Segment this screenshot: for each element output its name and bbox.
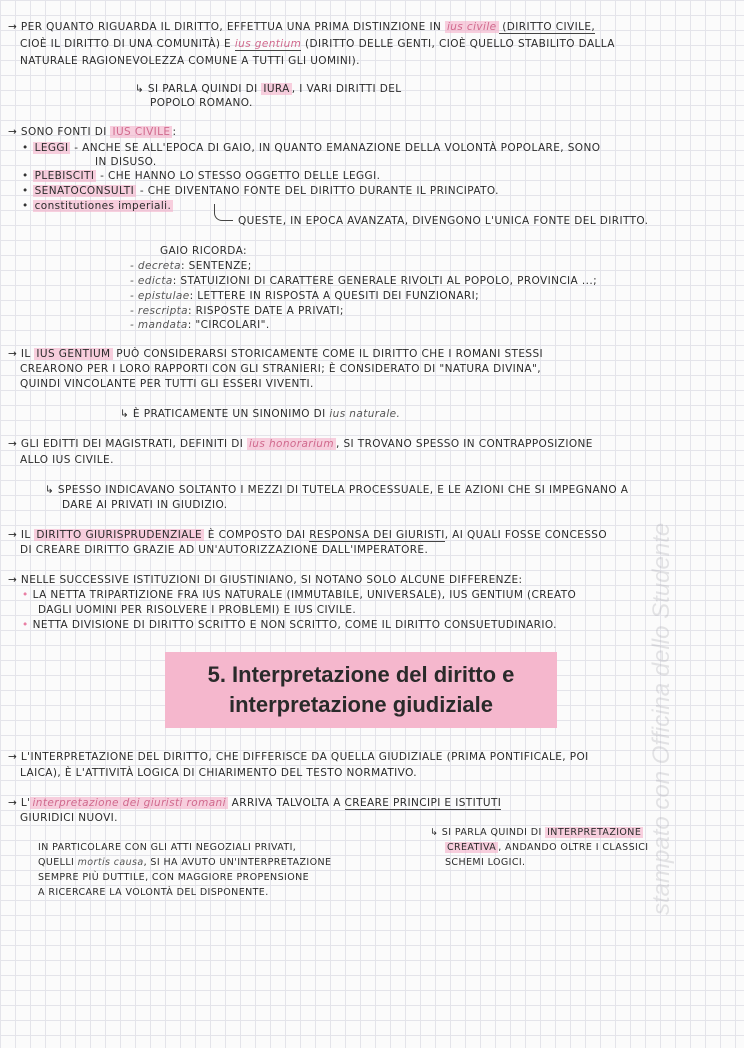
ius-gentium-sub: ↳ È PRATICAMENTE UN SINONIMO DI ius naturale. bbox=[120, 408, 401, 420]
ius-gentium-line-3: QUINDI VINCOLANTE PER TUTTI GLI ESSERI VIVENTI. bbox=[20, 378, 314, 390]
gaio-item-3: - epistulae: LETTERE IN RISPOSTA A QUESITI DEI FUNZIONARI; bbox=[130, 290, 480, 302]
gaio-item-5: - mandata: "CIRCOLARI". bbox=[130, 319, 270, 331]
interp-left-2: QUELLI mortis causa, SI HA AVUTO UN'INTERPRETAZIONE bbox=[38, 857, 332, 868]
curve-arrow bbox=[214, 204, 233, 221]
gaio-item-4: - rescripta: RISPOSTE DATE A PRIVATI; bbox=[130, 305, 344, 317]
giustiniano-intro: → NELLE SUCCESSIVE ISTITUZIONI DI GIUSTINIANO, SI NOTANO SOLO ALCUNE DIFFERENZE: bbox=[8, 574, 523, 586]
interp-giuristi-line-1: → L' interpretazione dei giuristi romani ARRIVA TALVOLTA A CREARE PRINCIPI E ISTITUTI bbox=[8, 797, 502, 809]
giustiniano-bullet-1-cont: DAGLI UOMINI PER RISOLVERE I PROBLEMI) E IUS CIVILE. bbox=[38, 604, 357, 616]
ius-gentium-line-2: CREARONO PER I LORO RAPPORTI CON GLI STRANIERI; È CONSIDERATO DI "NATURA DIVINA", bbox=[20, 363, 541, 375]
p1-sub-line-2: POPOLO ROMANO. bbox=[150, 97, 253, 109]
gaio-item-1: - decreta: SENTENZE; bbox=[130, 260, 252, 272]
interp-line-1: → L'INTERPRETAZIONE DEL DIRITTO, CHE DIFFERISCE DA QUELLA GIUDIZIALE (PRIMA PONTIFICALE, POI bbox=[8, 751, 589, 763]
giurisp-line-2: DI CREARE DIRITTO GRAZIE AD UN'AUTORIZZAZIONE DALL'IMPERATORE. bbox=[20, 544, 429, 556]
interp-left-4: A RICERCARE LA VOLONTÀ DEL DISPONENTE. bbox=[38, 887, 269, 898]
fonti-plebisciti: • PLEBISCITI - CHE HANNO LO STESSO OGGETTO DELLE LEGGI. bbox=[22, 170, 381, 182]
fonti-intro: → SONO FONTI DI IUS CIVILE : bbox=[8, 126, 177, 138]
section-title-line-1: 5. Interpretazione del diritto e bbox=[207, 662, 515, 687]
gaio-item-2: - edicta: STATUIZIONI DI CARATTERE GENERALE RIVOLTI AL POPOLO, PROVINCIA ...; bbox=[130, 275, 598, 287]
interp-left-1: IN PARTICOLARE CON GLI ATTI NEGOZIALI PRIVATI, bbox=[38, 842, 297, 853]
gaio-heading: GAIO RICORDA: bbox=[160, 245, 247, 257]
editti-sub-1: ↳ SPESSO INDICAVANO SOLTANTO I MEZZI DI TUTELA PROCESSUALE, E LE AZIONI CHE SI IMPEGNANO A bbox=[45, 484, 629, 496]
section-title-line-2: interpretazione giudiziale bbox=[228, 692, 494, 717]
p1-line-1: → PER QUANTO RIGUARDA IL DIRITTO, EFFETTUA UNA PRIMA DISTINZIONE IN ius civile (DIRITTO CIVILE, bbox=[8, 21, 596, 33]
interp-right-3: SCHEMI LOGICI. bbox=[445, 857, 526, 868]
interp-right-2: CREATIVA , ANDANDO OLTRE I CLASSICI bbox=[447, 842, 649, 853]
giustiniano-bullet-2: • NETTA DIVISIONE DI DIRITTO SCRITTO E NON SCRITTO, COME IL DIRITTO CONSUETUDINARIO. bbox=[22, 619, 557, 631]
giustiniano-bullet-1: • LA NETTA TRIPARTIZIONE FRA IUS NATURALE (IMMUTABILE, UNIVERSALE), IUS GENTIUM (CREATO bbox=[22, 589, 577, 601]
fonti-leggi-cont: IN DISUSO. bbox=[95, 156, 157, 168]
p1-sub-line-1: ↳ SI PARLA QUINDI DI IURA , I VARI DIRITTI DEL bbox=[135, 83, 402, 95]
fonti-constitutiones: • constitutiones imperiali. bbox=[22, 200, 172, 212]
interp-left-3: SEMPRE PIÙ DUTTILE, CON MAGGIORE PROPENSIONE bbox=[38, 872, 309, 883]
fonti-senatoconsulti: • SENATOCONSULTI - CHE DIVENTANO FONTE DEL DIRITTO DURANTE IL PRINCIPATO. bbox=[22, 185, 499, 197]
section-title-box bbox=[165, 652, 557, 728]
ius-gentium-line-1: → IL IUS GENTIUM PUÒ CONSIDERARSI STORICAMENTE COME IL DIRITTO CHE I ROMANI STESSI bbox=[8, 348, 544, 360]
p1-line-3: NATURALE RAGIONEVOLEZZA COMUNE A TUTTI GLI UOMINI). bbox=[20, 55, 360, 67]
editti-line-1: → GLI EDITTI DEI MAGISTRATI, DEFINITI DI ius honorarium , SI TROVANO SPESSO IN CONTRAPPOSIZIONE bbox=[8, 438, 593, 450]
fonti-const-note: QUESTE, IN EPOCA AVANZATA, DIVENGONO L'UNICA FONTE DEL DIRITTO. bbox=[238, 215, 649, 227]
interp-line-2: LAICA), È L'ATTIVITÀ LOGICA DI CHIARIMENTO DEL TESTO NORMATIVO. bbox=[20, 767, 418, 779]
fonti-leggi: • LEGGI - ANCHE SE ALL'EPOCA DI GAIO, IN QUANTO EMANAZIONE DELLA VOLONTÀ POPOLARE, SONO bbox=[22, 142, 601, 154]
editti-line-2: ALLO IUS CIVILE. bbox=[20, 454, 114, 466]
interp-right-1: ↳ SI PARLA QUINDI DI INTERPRETAZIONE bbox=[430, 827, 642, 838]
interp-giuristi-line-2: GIURIDICI NUOVI. bbox=[20, 812, 118, 824]
watermark: stampato con Officina dello Studente bbox=[648, 522, 675, 915]
editti-sub-2: DARE AI PRIVATI IN GIUDIZIO. bbox=[62, 499, 228, 511]
giurisp-line-1: → IL DIRITTO GIURISPRUDENZIALE È COMPOSTO DAI RESPONSA DEI GIURISTI, AI QUALI FOSSE CONCESSO bbox=[8, 529, 608, 541]
p1-line-2: CIOÈ IL DIRITTO DI UNA COMUNITÀ) E ius gentium (DIRITTO DELLE GENTI, CIOÈ QUELLO STABILITO DALLA bbox=[20, 38, 615, 50]
